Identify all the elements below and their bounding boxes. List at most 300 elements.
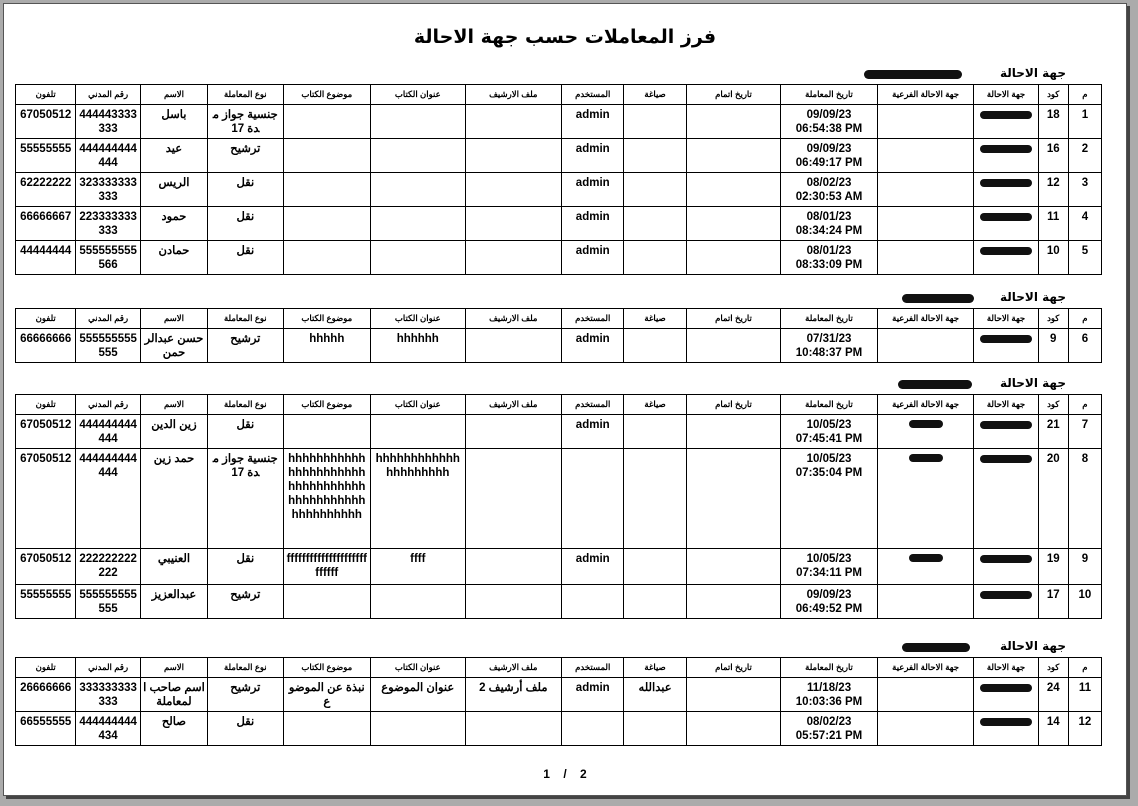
col-date-cell (781, 105, 878, 139)
col-completion-cell (686, 139, 781, 173)
col-type-header: نوع المعاملة (208, 658, 283, 678)
redacted-referral (980, 179, 1032, 187)
col-sub-referral-header: جهة الاحالة الفرعية (877, 658, 974, 678)
col-index-cell: 3 (1068, 173, 1101, 207)
page-separator: / (563, 767, 567, 781)
col-phone-header: تلفون (16, 309, 76, 329)
col-draft-header: صياغة (624, 658, 686, 678)
col-sub-referral-cell (877, 329, 974, 363)
col-phone-cell: 44444444 (16, 241, 76, 275)
col-referral-header: جهة الاحالة (974, 85, 1038, 105)
col-sub-referral-cell (877, 173, 974, 207)
transaction-date: 09/09/23 (806, 589, 852, 601)
col-user-cell (562, 585, 624, 619)
col-draft-header: صياغة (624, 309, 686, 329)
col-name-cell: عبدالعزيز (140, 585, 207, 619)
col-book-title-cell: عنوان الموضوع (371, 678, 466, 712)
col-book-title-cell (371, 241, 466, 275)
col-book-subject-cell: fffffffffffffffffffffffffff (283, 549, 370, 585)
col-book-title-header: عنوان الكتاب (371, 658, 466, 678)
col-user-cell (562, 712, 624, 746)
redacted-referral (980, 684, 1032, 692)
col-user-cell: admin (562, 241, 624, 275)
table-row (16, 415, 1102, 449)
col-draft-cell (624, 549, 686, 585)
table-header-row (16, 658, 1102, 678)
col-archive-cell (465, 415, 562, 449)
redacted-referral (980, 247, 1032, 255)
col-sub-referral-header: جهة الاحالة الفرعية (877, 85, 974, 105)
col-book-subject-cell (283, 173, 370, 207)
col-civil-id-header: رقم المدني (76, 395, 140, 415)
col-date-cell (781, 585, 878, 619)
col-user-cell: admin (562, 207, 624, 241)
col-completion-cell (686, 585, 781, 619)
col-draft-header: صياغة (624, 85, 686, 105)
col-index-cell: 7 (1068, 415, 1101, 449)
col-type-cell: جنسية جواز مدة 17 (208, 105, 283, 139)
col-book-subject-header: موضوع الكتاب (283, 395, 370, 415)
col-book-title-cell (371, 415, 466, 449)
col-archive-cell (465, 585, 562, 619)
report-title: فرز المعاملات حسب جهة الاحالة (413, 26, 717, 48)
redacted-sub-referral (909, 554, 943, 562)
col-name-header: الاسم (140, 309, 207, 329)
col-completion-header: تاريخ اتمام (686, 85, 781, 105)
col-referral-cell (974, 549, 1038, 585)
col-book-title-cell (371, 207, 466, 241)
col-book-title-header: عنوان الكتاب (371, 85, 466, 105)
table-row (16, 207, 1102, 241)
col-book-title-cell (371, 105, 466, 139)
col-completion-header: تاريخ اتمام (686, 658, 781, 678)
redacted-referral (980, 421, 1032, 429)
col-date-cell (781, 173, 878, 207)
col-index-cell: 11 (1068, 678, 1101, 712)
col-user-header: المستخدم (562, 395, 624, 415)
col-draft-cell (624, 585, 686, 619)
col-date-cell (781, 139, 878, 173)
col-book-subject-cell: hhhhhhhhhhhhhhhhhhhhhhhhhhhhhhhhhhhhhhhhhhhhhhhhhhhhhh (283, 449, 370, 549)
col-type-cell: ترشيح (208, 585, 283, 619)
page-total: 2 (580, 767, 587, 781)
redacted-group-name (898, 380, 972, 389)
col-book-title-cell (371, 139, 466, 173)
col-type-cell: ترشيح (208, 329, 283, 363)
col-draft-cell (624, 241, 686, 275)
col-completion-cell (686, 105, 781, 139)
col-referral-cell (974, 712, 1038, 746)
col-book-subject-cell (283, 105, 370, 139)
col-type-cell: نقل (208, 549, 283, 585)
col-draft-cell (624, 712, 686, 746)
col-civil-id-cell: 333333333333 (76, 678, 140, 712)
col-date-cell (781, 207, 878, 241)
col-civil-id-cell: 555555555555 (76, 329, 140, 363)
redacted-referral (980, 718, 1032, 726)
col-name-header: الاسم (140, 658, 207, 678)
redacted-referral (980, 555, 1032, 563)
col-sub-referral-cell (877, 678, 974, 712)
col-book-title-cell (371, 585, 466, 619)
col-phone-cell: 66666666 (16, 329, 76, 363)
transaction-date: 09/09/23 (806, 143, 852, 155)
col-civil-id-cell: 444444444444 (76, 415, 140, 449)
transaction-time: 07:45:41 PM (795, 433, 863, 445)
group-label: جهة الاحالة (999, 290, 1066, 304)
col-draft-header: صياغة (624, 395, 686, 415)
col-name-cell: الريس (140, 173, 207, 207)
col-code-cell: 19 (1038, 549, 1068, 585)
redacted-group-name (902, 294, 974, 303)
col-code-cell: 10 (1038, 241, 1068, 275)
col-draft-cell (624, 329, 686, 363)
col-date-cell (781, 241, 878, 275)
col-name-cell: حمادن (140, 241, 207, 275)
col-completion-cell (686, 549, 781, 585)
col-index-cell: 1 (1068, 105, 1101, 139)
transaction-time: 06:49:17 PM (795, 157, 863, 169)
col-type-cell: نقل (208, 207, 283, 241)
col-completion-cell (686, 449, 781, 549)
col-phone-cell: 67050512 (16, 549, 76, 585)
col-phone-cell: 26666666 (16, 678, 76, 712)
col-completion-cell (686, 173, 781, 207)
col-book-title-header: عنوان الكتاب (371, 395, 466, 415)
col-type-header: نوع المعاملة (208, 309, 283, 329)
col-completion-cell (686, 415, 781, 449)
col-date-cell (781, 712, 878, 746)
page-current: 1 (543, 767, 550, 781)
col-name-cell: باسل (140, 105, 207, 139)
col-book-title-cell (371, 173, 466, 207)
col-draft-cell: عبدالله (624, 678, 686, 712)
col-book-title-cell: ffff (371, 549, 466, 585)
col-archive-header: ملف الارشيف (465, 309, 562, 329)
col-archive-cell: ملف أرشيف 2 (465, 678, 562, 712)
transaction-date: 08/02/23 (806, 716, 852, 728)
col-name-header: الاسم (140, 395, 207, 415)
redacted-referral (980, 591, 1032, 599)
col-user-cell: admin (562, 139, 624, 173)
col-referral-cell (974, 139, 1038, 173)
col-phone-cell: 55555555 (16, 585, 76, 619)
col-sub-referral-cell (877, 415, 974, 449)
col-civil-id-cell: 323333333333 (76, 173, 140, 207)
col-sub-referral-cell (877, 549, 974, 585)
col-code-cell: 18 (1038, 105, 1068, 139)
col-book-subject-cell (283, 207, 370, 241)
col-civil-id-header: رقم المدني (76, 309, 140, 329)
col-book-subject-cell (283, 585, 370, 619)
group-label: جهة الاحالة (999, 66, 1066, 80)
transactions-table (15, 657, 1102, 746)
table-row (16, 139, 1102, 173)
col-index-cell: 2 (1068, 139, 1101, 173)
col-date-cell (781, 449, 878, 549)
table-row (16, 549, 1102, 585)
col-archive-cell (465, 241, 562, 275)
col-draft-cell (624, 207, 686, 241)
col-index-cell: 6 (1068, 329, 1101, 363)
col-name-cell: حسن عبدالرحمن (140, 329, 207, 363)
col-phone-header: تلفون (16, 85, 76, 105)
col-phone-cell: 55555555 (16, 139, 76, 173)
col-name-cell: اسم صاحب المعاملة (140, 678, 207, 712)
col-completion-header: تاريخ اتمام (686, 395, 781, 415)
col-civil-id-header: رقم المدني (76, 85, 140, 105)
redacted-referral (980, 145, 1032, 153)
col-book-title-header: عنوان الكتاب (371, 309, 466, 329)
transactions-table (15, 84, 1102, 275)
col-phone-cell: 67050512 (16, 105, 76, 139)
col-archive-cell (465, 173, 562, 207)
col-referral-cell (974, 415, 1038, 449)
table-header-row (16, 85, 1102, 105)
col-code-cell: 17 (1038, 585, 1068, 619)
col-index-header: م (1068, 658, 1101, 678)
table-row (16, 173, 1102, 207)
col-draft-cell (624, 173, 686, 207)
col-civil-id-cell: 444443333333 (76, 105, 140, 139)
col-civil-id-cell: 223333333333 (76, 207, 140, 241)
col-draft-cell (624, 139, 686, 173)
col-completion-cell (686, 712, 781, 746)
transaction-time: 07:34:11 PM (796, 567, 862, 579)
transaction-date: 09/09/23 (806, 109, 852, 121)
col-code-header: كود (1038, 395, 1068, 415)
table-row (16, 678, 1102, 712)
transaction-date: 07/31/23 (806, 333, 852, 345)
col-user-cell: admin (562, 173, 624, 207)
group-label: جهة الاحالة (999, 376, 1066, 390)
col-type-header: نوع المعاملة (208, 85, 283, 105)
col-archive-cell (465, 329, 562, 363)
transaction-time: 08:34:24 PM (795, 225, 863, 237)
group-label: جهة الاحالة (999, 639, 1066, 653)
col-name-cell: حمد زين (140, 449, 207, 549)
col-user-cell (562, 449, 624, 549)
col-user-cell: admin (562, 415, 624, 449)
table-row (16, 712, 1102, 746)
col-code-header: كود (1038, 658, 1068, 678)
col-sub-referral-header: جهة الاحالة الفرعية (877, 309, 974, 329)
redacted-sub-referral (909, 420, 943, 428)
col-archive-cell (465, 449, 562, 549)
col-sub-referral-cell (877, 712, 974, 746)
col-referral-cell (974, 241, 1038, 275)
col-index-header: م (1068, 85, 1101, 105)
col-date-header: تاريخ المعاملة (781, 395, 878, 415)
col-date-cell (781, 415, 878, 449)
col-completion-header: تاريخ اتمام (686, 309, 781, 329)
col-phone-header: تلفون (16, 395, 76, 415)
redacted-referral (980, 111, 1032, 119)
transaction-time: 06:49:52 PM (795, 603, 863, 615)
transaction-time: 05:57:21 PM (795, 730, 863, 742)
col-sub-referral-cell (877, 105, 974, 139)
col-referral-cell (974, 105, 1038, 139)
table-row (16, 241, 1102, 275)
table-row (16, 105, 1102, 139)
col-code-header: كود (1038, 309, 1068, 329)
col-code-cell: 14 (1038, 712, 1068, 746)
col-archive-cell (465, 139, 562, 173)
col-referral-header: جهة الاحالة (974, 395, 1038, 415)
col-civil-id-cell: 444444444434 (76, 712, 140, 746)
col-draft-cell (624, 449, 686, 549)
transactions-table (15, 308, 1102, 363)
redacted-sub-referral (909, 454, 943, 462)
table-row (16, 449, 1102, 549)
report-page (3, 3, 1127, 796)
col-book-subject-cell: نبذة عن الموضوع (283, 678, 370, 712)
col-type-cell: نقل (208, 415, 283, 449)
col-book-subject-header: موضوع الكتاب (283, 658, 370, 678)
col-referral-cell (974, 173, 1038, 207)
col-code-cell: 9 (1038, 329, 1068, 363)
col-user-cell: admin (562, 678, 624, 712)
col-sub-referral-cell (877, 585, 974, 619)
page-indicator (4, 767, 1126, 781)
col-code-cell: 16 (1038, 139, 1068, 173)
transaction-date: 10/05/23 (806, 453, 852, 465)
col-draft-cell (624, 105, 686, 139)
col-book-title-cell: hhhhhhhhhhhhhhhhhhhhh (371, 449, 466, 549)
redacted-referral (980, 335, 1032, 343)
col-index-header: م (1068, 395, 1101, 415)
col-user-header: المستخدم (562, 658, 624, 678)
col-archive-cell (465, 105, 562, 139)
col-type-cell: نقل (208, 712, 283, 746)
col-date-cell (781, 549, 878, 585)
col-archive-cell (465, 549, 562, 585)
redacted-group-name (902, 643, 970, 652)
col-completion-cell (686, 207, 781, 241)
col-code-cell: 12 (1038, 173, 1068, 207)
col-type-cell: جنسية جواز مدة 17 (208, 449, 283, 549)
col-type-cell: نقل (208, 173, 283, 207)
col-sub-referral-cell (877, 207, 974, 241)
table-row (16, 585, 1102, 619)
transaction-date: 08/02/23 (806, 177, 852, 189)
table-header-row (16, 309, 1102, 329)
col-type-cell: نقل (208, 241, 283, 275)
col-civil-id-cell: 222222222222 (76, 549, 140, 585)
col-civil-id-cell: 444444444444 (76, 139, 140, 173)
col-referral-header: جهة الاحالة (974, 658, 1038, 678)
col-date-header: تاريخ المعاملة (781, 309, 878, 329)
col-code-cell: 24 (1038, 678, 1068, 712)
col-sub-referral-cell (877, 139, 974, 173)
col-civil-id-cell: 555555555566 (76, 241, 140, 275)
col-referral-cell (974, 585, 1038, 619)
col-draft-cell (624, 415, 686, 449)
col-type-header: نوع المعاملة (208, 395, 283, 415)
col-phone-cell: 66666667 (16, 207, 76, 241)
col-archive-header: ملف الارشيف (465, 395, 562, 415)
col-index-header: م (1068, 309, 1101, 329)
transaction-date: 08/01/23 (806, 245, 852, 257)
col-book-subject-header: موضوع الكتاب (283, 85, 370, 105)
col-phone-cell: 62222222 (16, 173, 76, 207)
col-name-cell: عيد (140, 139, 207, 173)
col-date-cell (781, 678, 878, 712)
col-completion-cell (686, 678, 781, 712)
transaction-date: 08/01/23 (806, 211, 852, 223)
transaction-date: 10/05/23 (806, 553, 852, 565)
transaction-time: 10:48:37 PM (795, 347, 863, 359)
transaction-time: 08:33:09 PM (795, 259, 863, 271)
transaction-date: 10/05/23 (806, 419, 852, 431)
col-name-cell: صالح (140, 712, 207, 746)
col-book-title-cell (371, 712, 466, 746)
redacted-referral (980, 455, 1032, 463)
col-referral-cell (974, 449, 1038, 549)
col-book-subject-cell (283, 139, 370, 173)
col-date-header: تاريخ المعاملة (781, 658, 878, 678)
col-phone-cell: 67050512 (16, 449, 76, 549)
col-completion-cell (686, 241, 781, 275)
col-book-subject-cell (283, 712, 370, 746)
col-code-cell: 21 (1038, 415, 1068, 449)
col-archive-cell (465, 207, 562, 241)
col-phone-cell: 66555555 (16, 712, 76, 746)
transaction-time: 07:35:04 PM (795, 467, 863, 479)
col-date-cell (781, 329, 878, 363)
transaction-time: 10:03:36 PM (795, 696, 863, 708)
col-completion-cell (686, 329, 781, 363)
col-sub-referral-cell (877, 241, 974, 275)
col-book-title-cell: hhhhhh (371, 329, 466, 363)
col-code-cell: 11 (1038, 207, 1068, 241)
transaction-time: 02:30:53 AM (795, 191, 863, 203)
col-civil-id-header: رقم المدني (76, 658, 140, 678)
col-book-subject-cell: hhhhh (283, 329, 370, 363)
col-archive-header: ملف الارشيف (465, 85, 562, 105)
col-name-cell: العنيبي (140, 549, 207, 585)
redacted-group-name (864, 70, 962, 79)
col-type-cell: ترشيح (208, 139, 283, 173)
col-user-header: المستخدم (562, 85, 624, 105)
transaction-time: 06:54:38 PM (795, 123, 863, 135)
col-index-cell: 8 (1068, 449, 1101, 549)
col-referral-cell (974, 678, 1038, 712)
col-referral-cell (974, 329, 1038, 363)
col-name-header: الاسم (140, 85, 207, 105)
col-sub-referral-header: جهة الاحالة الفرعية (877, 395, 974, 415)
col-phone-header: تلفون (16, 658, 76, 678)
col-book-subject-cell (283, 415, 370, 449)
col-name-cell: زين الدين (140, 415, 207, 449)
col-referral-header: جهة الاحالة (974, 309, 1038, 329)
col-user-cell: admin (562, 105, 624, 139)
col-user-cell: admin (562, 549, 624, 585)
col-book-subject-header: موضوع الكتاب (283, 309, 370, 329)
col-index-cell: 12 (1068, 712, 1101, 746)
col-code-cell: 20 (1038, 449, 1068, 549)
transactions-table (15, 394, 1102, 619)
table-row (16, 329, 1102, 363)
col-sub-referral-cell (877, 449, 974, 549)
col-date-header: تاريخ المعاملة (781, 85, 878, 105)
col-civil-id-cell: 555555555555 (76, 585, 140, 619)
col-name-cell: حمود (140, 207, 207, 241)
col-book-subject-cell (283, 241, 370, 275)
col-index-cell: 5 (1068, 241, 1101, 275)
col-index-cell: 4 (1068, 207, 1101, 241)
col-phone-cell: 67050512 (16, 415, 76, 449)
